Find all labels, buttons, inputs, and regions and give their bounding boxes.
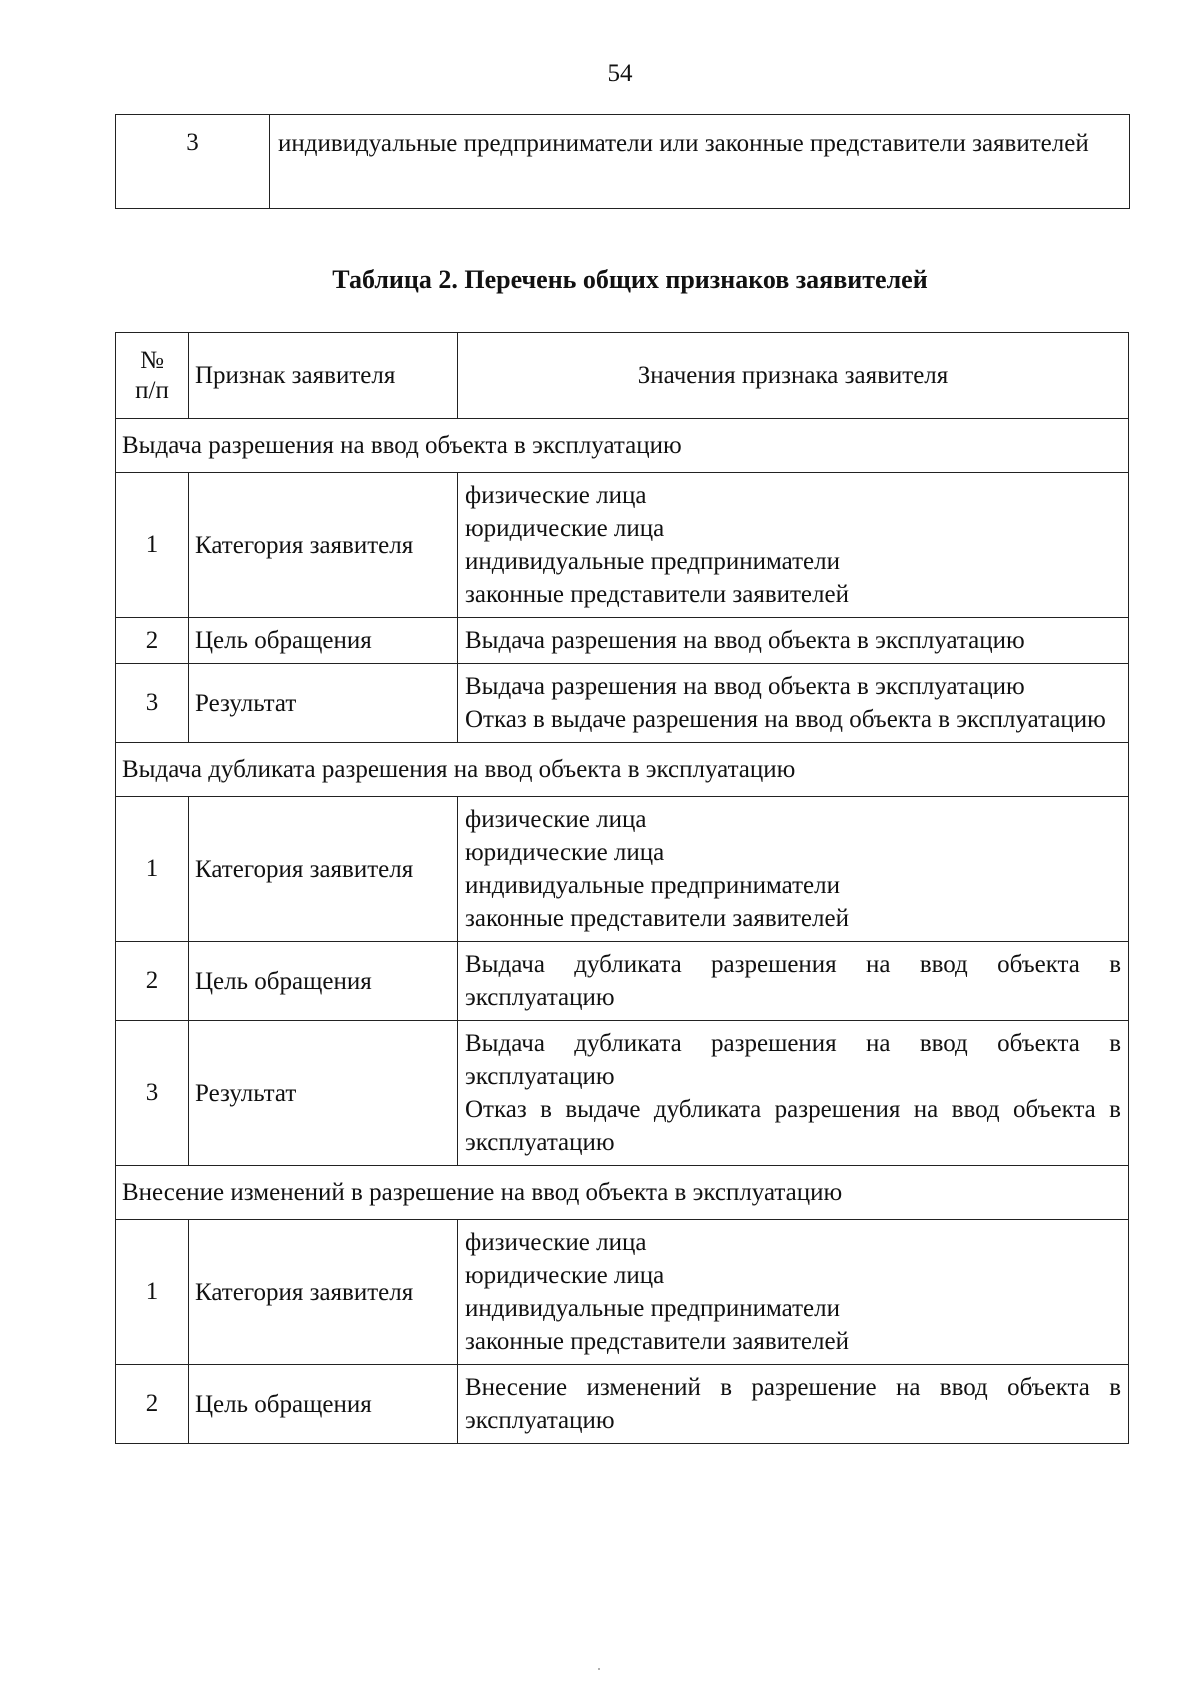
value-line: Отказ в выдаче дубликата разрешения на ввод объекта в эксплуатацию [465, 1096, 1121, 1156]
attribute-values [458, 664, 1129, 743]
table-row [116, 797, 1129, 942]
applicant-attributes-table [115, 332, 1129, 1444]
section-title: Внесение изменений в разрешение на ввод объекта в эксплуатацию [116, 1166, 1129, 1220]
section-title: Выдача разрешения на ввод объекта в эксплуатацию [116, 419, 1129, 473]
row-number: 2 [116, 618, 189, 664]
table-row [116, 473, 1129, 618]
section-row [116, 419, 1129, 473]
table-row [116, 664, 1129, 743]
row-text: индивидуальные предприниматели или законные представители заявителей [270, 115, 1130, 209]
value-line: индивидуальные предприниматели [465, 548, 840, 575]
row-number: 3 [116, 115, 270, 209]
table-title: Таблица 2. Перечень общих признаков заявителей [332, 265, 928, 294]
value-line: юридические лица [465, 839, 665, 866]
scan-dot [598, 1668, 600, 1670]
continuation-table [115, 114, 1130, 209]
value-line: Выдача разрешения на ввод объекта в эксплуатацию [465, 673, 1025, 700]
attribute-values [458, 1021, 1129, 1166]
attribute-values [458, 1220, 1129, 1365]
table-row [116, 1021, 1129, 1166]
value-line: законные представители заявителей [465, 905, 849, 932]
value-line: Выдача дубликата разрешения на ввод объекта в эксплуатацию [465, 1030, 1121, 1090]
value-line: физические лица [465, 1229, 647, 1256]
section-row [116, 743, 1129, 797]
attribute-values [458, 797, 1129, 942]
value-line: юридические лица [465, 515, 665, 542]
attribute-name: Цель обращения [189, 618, 458, 664]
attribute-name: Категория заявителя [189, 473, 458, 618]
row-number: 3 [116, 664, 189, 743]
section-row [116, 1166, 1129, 1220]
attribute-name: Результат [189, 1021, 458, 1166]
header-number [116, 333, 189, 419]
table-header-row [116, 333, 1129, 419]
table-row [116, 942, 1129, 1021]
table-row [116, 115, 1130, 209]
value-line: Выдача разрешения на ввод объекта в эксплуатацию [465, 627, 1025, 654]
attribute-name: Цель обращения [189, 942, 458, 1021]
header-number-line: № [140, 346, 164, 374]
value-line: законные представители заявителей [465, 581, 849, 608]
value-line: законные представители заявителей [465, 1328, 849, 1355]
section-title: Выдача дубликата разрешения на ввод объекта в эксплуатацию [116, 743, 1129, 797]
value-line: индивидуальные предприниматели [465, 1295, 840, 1322]
attribute-values [458, 618, 1129, 664]
value-line: физические лица [465, 806, 647, 833]
header-values: Значения признака заявителя [458, 333, 1129, 419]
attribute-name: Цель обращения [189, 1365, 458, 1444]
attribute-name: Результат [189, 664, 458, 743]
row-number: 3 [116, 1021, 189, 1166]
page-number: 54 [607, 60, 633, 87]
row-number: 1 [116, 1220, 189, 1365]
row-number: 1 [116, 797, 189, 942]
table-row [116, 618, 1129, 664]
attribute-values [458, 1365, 1129, 1444]
header-number-line: п/п [135, 376, 169, 404]
value-line: индивидуальные предприниматели [465, 872, 840, 899]
attribute-name: Категория заявителя [189, 1220, 458, 1365]
attribute-values [458, 473, 1129, 618]
value-line: Выдача дубликата разрешения на ввод объекта в эксплуатацию [465, 951, 1121, 1011]
row-number: 2 [116, 942, 189, 1021]
attribute-values [458, 942, 1129, 1021]
table-row [116, 1220, 1129, 1365]
table-row [116, 1365, 1129, 1444]
value-line: физические лица [465, 482, 647, 509]
header-attribute: Признак заявителя [189, 333, 458, 419]
value-line: Внесение изменений в разрешение на ввод объекта в эксплуатацию [465, 1374, 1121, 1434]
value-line: Отказ в выдаче разрешения на ввод объекта в эксплуатацию [465, 706, 1106, 733]
row-number: 2 [116, 1365, 189, 1444]
row-number: 1 [116, 473, 189, 618]
value-line: юридические лица [465, 1262, 665, 1289]
attribute-name: Категория заявителя [189, 797, 458, 942]
